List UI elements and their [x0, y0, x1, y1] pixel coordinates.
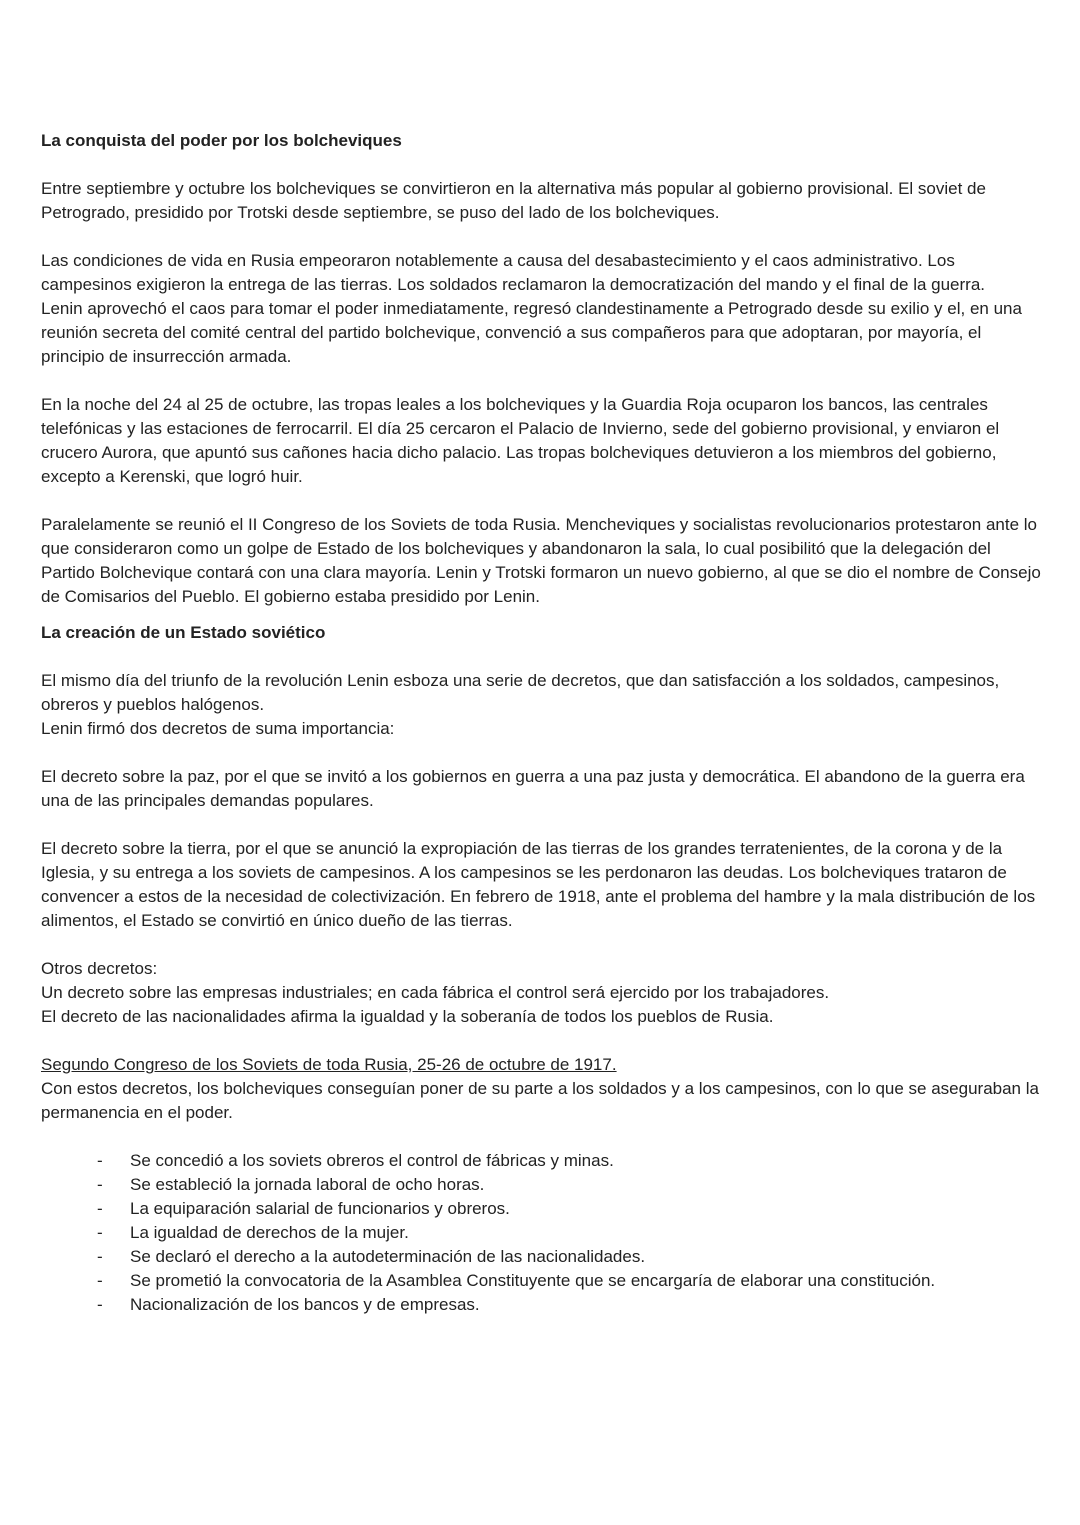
dash-bullet: -	[97, 1151, 103, 1170]
list-item	[41, 1197, 1041, 1221]
section-heading-estado-sovietico: La creación de un Estado soviético	[41, 623, 326, 642]
paragraph: Otros decretos:	[41, 959, 158, 978]
paragraph: En la noche del 24 al 25 de octubre, las tropas leales a los bolcheviques y la Guardia Roja ocuparon los bancos, las centrales telefónicas y las estaciones de ferrocarril. El día 25 cercaron el Palacio de Invierno, sede del gobierno provisional, y enviaron el crucero Aurora, que apuntó sus cañones hacia dicho palacio. Las tropas bolcheviques detuvieron a los miembros del gobierno, excepto a Kerenski, que logró huir.	[41, 395, 1000, 486]
paragraph: Un decreto sobre las empresas industriales; en cada fábrica el control será ejercido por los trabajadores.	[41, 983, 830, 1002]
dash-bullet: -	[97, 1223, 103, 1242]
decree-list	[41, 1149, 1041, 1317]
section-heading-conquista: La conquista del poder por los bolcheviques	[41, 131, 402, 150]
list-item	[41, 1269, 1041, 1293]
list-item	[41, 1173, 1041, 1197]
paragraph: Lenin aprovechó el caos para tomar el poder inmediatamente, regresó clandestinamente a Petrogrado desde su exilio y el, en una reunión secreta del comité central del partido bolchevique, convenció a sus compañeros para que adoptaran, por mayoría, el principio de insurrección armada.	[41, 299, 1022, 366]
paragraph: Con estos decretos, los bolcheviques conseguían poner de su parte a los soldados y a los campesinos, con lo que se aseguraban la permanencia en el poder.	[41, 1079, 1039, 1122]
list-item-text: Se prometió la convocatoria de la Asamblea Constituyente que se encargaría de elaborar una constitución.	[130, 1271, 936, 1290]
list-item	[41, 1293, 1041, 1317]
list-item-text: Nacionalización de los bancos y de empresas.	[130, 1295, 480, 1314]
dash-bullet: -	[97, 1295, 103, 1314]
list-item	[41, 1149, 1041, 1173]
list-item-text: Se estableció la jornada laboral de ocho horas.	[130, 1175, 485, 1194]
list-item	[41, 1221, 1041, 1245]
dash-bullet: -	[97, 1199, 103, 1218]
document-body	[41, 129, 1041, 1317]
list-item-text: La igualdad de derechos de la mujer.	[130, 1223, 409, 1242]
underlined-subtitle-text: Segundo Congreso de los Soviets de toda Rusia, 25-26 de octubre de 1917.	[41, 1055, 617, 1074]
paragraph: El mismo día del triunfo de la revolución Lenin esboza una serie de decretos, que dan satisfacción a los soldados, campesinos, obreros y pueblos halógenos.	[41, 671, 1000, 714]
list-item	[41, 1245, 1041, 1269]
paragraph: El decreto sobre la paz, por el que se invitó a los gobiernos en guerra a una paz justa y democrática. El abandono de la guerra era una de las principales demandas populares.	[41, 767, 1025, 810]
list-item-text: Se declaró el derecho a la autodeterminación de las nacionalidades.	[130, 1247, 646, 1266]
paragraph: El decreto de las nacionalidades afirma la igualdad y la soberanía de todos los pueblos de Rusia.	[41, 1007, 774, 1026]
paragraph: Entre septiembre y octubre los bolcheviques se convirtieron en la alternativa más popular al gobierno provisional. El soviet de Petrogrado, presidido por Trotski desde septiembre, se puso del lado de los bolcheviques.	[41, 179, 986, 222]
list-item-text: Se concedió a los soviets obreros el control de fábricas y minas.	[130, 1151, 614, 1170]
dash-bullet: -	[97, 1271, 103, 1290]
dash-bullet: -	[97, 1175, 103, 1194]
paragraph: El decreto sobre la tierra, por el que se anunció la expropiación de las tierras de los grandes terratenientes, de la corona y de la Iglesia, y su entrega a los soviets de campesinos. A los campesinos se les perdonaron las deudas. Los bolcheviques trataron de convencer a estos de la necesidad de colectivización. En febrero de 1918, ante el problema del hambre y la mala distribución de los alimentos, el Estado se convirtió en único dueño de las tierras.	[41, 839, 1036, 930]
paragraph: Las condiciones de vida en Rusia empeoraron notablemente a causa del desabastecimiento y el caos administrativo. Los campesinos exigieron la entrega de las tierras. Los soldados reclamaron la democratización del mando y el final de la guerra.	[41, 251, 986, 294]
paragraph: Paralelamente se reunió el II Congreso de los Soviets de toda Rusia. Mencheviques y socialistas revolucionarios protestaron ante lo que consideraron como un golpe de Estado de los bolcheviques y abandonaron la sala, lo cual posibilitó que la delegación del Partido Bolchevique contará con una clara mayoría. Lenin y Trotski formaron un nuevo gobierno, al que se dio el nombre de Consejo de Comisarios del Pueblo. El gobierno estaba presidido por Lenin.	[41, 515, 1041, 606]
list-item-text: La equiparación salarial de funcionarios y obreros.	[130, 1199, 510, 1218]
underlined-subtitle	[41, 1053, 1041, 1077]
dash-bullet: -	[97, 1247, 103, 1266]
paragraph: Lenin firmó dos decretos de suma importancia:	[41, 719, 395, 738]
